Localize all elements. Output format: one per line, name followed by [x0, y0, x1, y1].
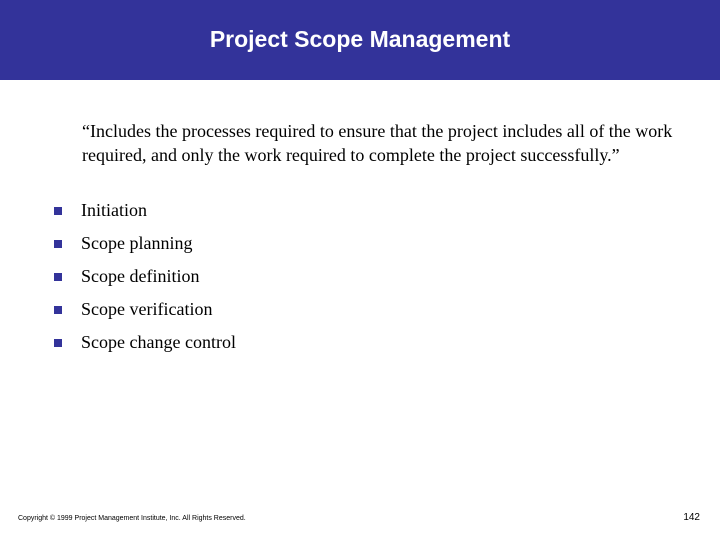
slide-title: Project Scope Management	[209, 25, 511, 52]
list-item-text: Initiation	[81, 200, 147, 220]
list-item-text: Scope definition	[81, 266, 200, 286]
list-item	[0, 198, 720, 231]
list-item-text: Scope verification	[81, 299, 213, 319]
copyright-footer: Copyright © 1999 Project Management Institute, Inc. All Rights Reserved.	[18, 515, 246, 522]
page-number: 142	[683, 512, 700, 523]
square-bullet-icon	[54, 273, 62, 281]
title-bar	[0, 0, 720, 80]
list-item	[0, 264, 720, 297]
list-item	[0, 330, 720, 363]
square-bullet-icon	[54, 207, 62, 215]
list-item	[0, 231, 720, 264]
list-item-text: Scope planning	[81, 233, 193, 253]
list-item-text: Scope change control	[81, 332, 236, 352]
definition-quote: “Includes the processes required to ensure that the project includes all of the work required, and only the work required to complete the project successfully.”	[82, 121, 673, 165]
square-bullet-icon	[54, 240, 62, 248]
list-item	[0, 297, 720, 330]
process-list	[0, 198, 720, 363]
square-bullet-icon	[54, 339, 62, 347]
square-bullet-icon	[54, 306, 62, 314]
